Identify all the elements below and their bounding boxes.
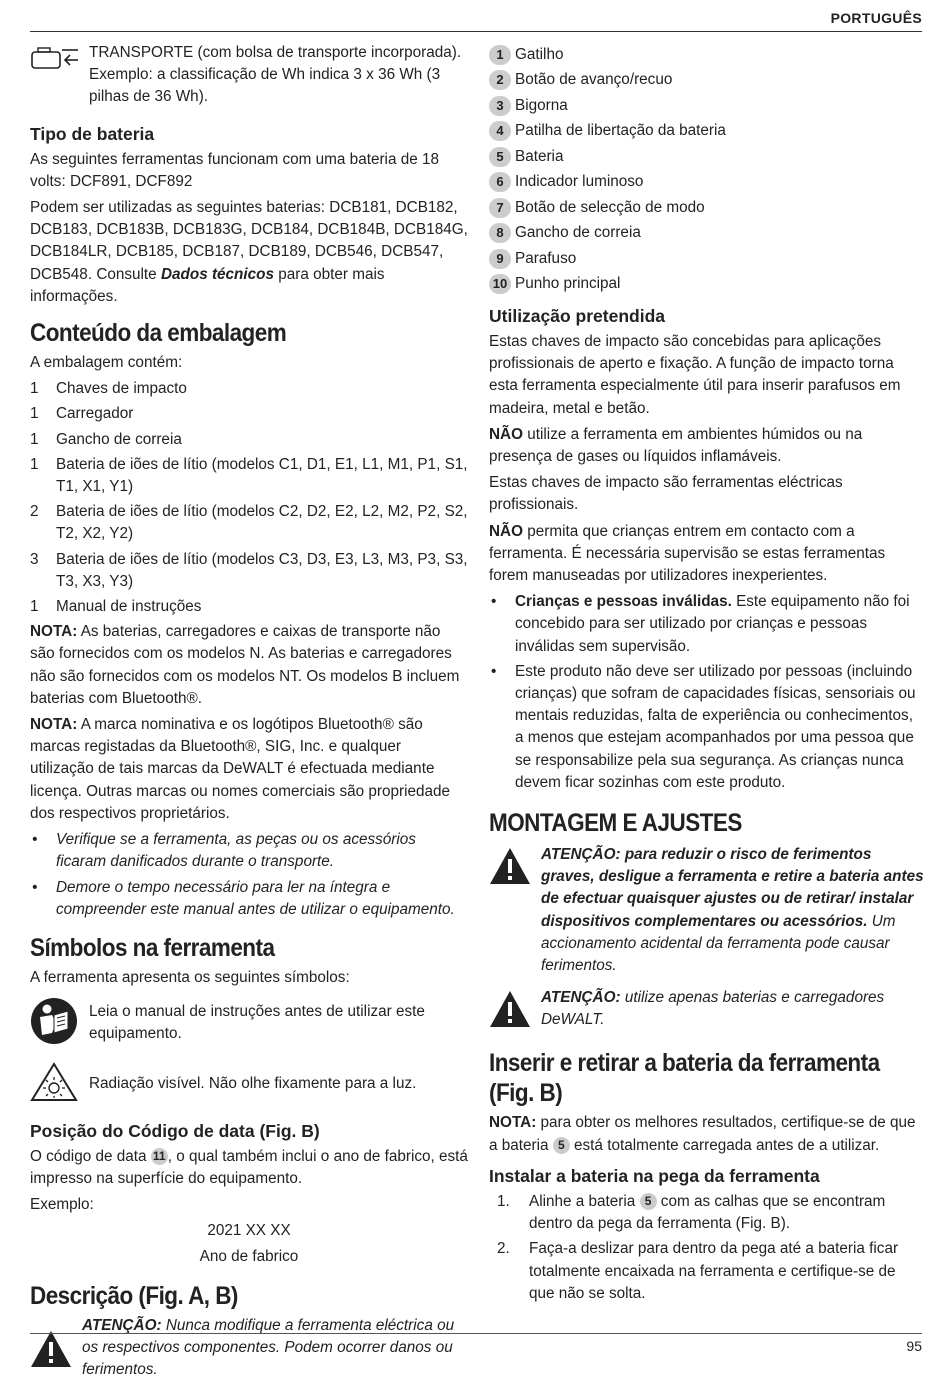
- parts-list: [489, 42, 924, 297]
- warning-text: [541, 987, 924, 1032]
- part-number: 2: [489, 70, 511, 90]
- intended-use-p3: Estas chaves de impacto são ferramentas eléctricas profissionais.: [489, 474, 843, 514]
- note-text: As baterias, carregadores e caixas de transporte não são fornecidos com os modelos N. As baterias e carregadores não são fornecidos com os modelos NT. Os modelos B incluem baterias com Bluetooth®.: [30, 623, 460, 707]
- date-code-text: O código de data: [30, 1147, 151, 1165]
- left-column: [30, 42, 468, 1391]
- visible-radiation-icon: [30, 1062, 89, 1109]
- insert-note: [489, 1112, 924, 1156]
- example-label: Exemplo:: [30, 1195, 94, 1213]
- part-number: 10: [489, 274, 511, 294]
- item-qty: 3: [30, 550, 39, 568]
- list-item: [30, 454, 468, 498]
- item-text: Bateria de iões de lítio (modelos C1, D1, E1, L1, M1, P1, S1, T1, X1, Y1): [56, 455, 468, 496]
- emphasis-label: NÃO: [489, 522, 523, 540]
- list-item: [489, 1238, 924, 1305]
- list-item: [30, 549, 468, 593]
- assembly-warning-1: [489, 844, 924, 981]
- list-item: [30, 403, 468, 425]
- part-label: Bateria: [515, 147, 564, 165]
- part-label: Botão de selecção de modo: [515, 198, 705, 216]
- part-label: Parafuso: [515, 249, 577, 267]
- description-warning: [30, 1315, 468, 1386]
- step-text-end: com as calhas que se encontram dentro da pega da ferramenta (Fig. B).: [529, 1192, 886, 1233]
- part-label: Bigorna: [515, 96, 568, 114]
- intended-use-heading: Utilização pretendida: [489, 306, 666, 326]
- item-text: Bateria de iões de lítio (modelos C3, D3, E3, L3, M3, P3, S3, T3, X3, Y3): [56, 550, 468, 590]
- date-code-heading: Posição do Código de data (Fig. B): [30, 1120, 320, 1141]
- item-text: Gancho de correia: [56, 430, 182, 448]
- read-manual-icon: [30, 997, 89, 1052]
- radiation-text: Radiação visível. Não olhe fixamente para a luz.: [89, 1074, 417, 1092]
- list-item: [489, 170, 924, 196]
- transport-row: [30, 42, 468, 113]
- transport-text: TRANSPORTE (com bolsa de transporte incorporada). Exemplo: a classificação de Wh indica 3 x 36 Wh (3 pilhas de 36 Wh).: [89, 44, 462, 106]
- tech-data-link: Dados técnicos: [160, 265, 275, 283]
- install-battery-heading: Instalar a bateria na pega da ferramenta: [489, 1165, 820, 1186]
- step-number: 1.: [497, 1192, 510, 1210]
- battery-pack-transport-icon: [30, 42, 89, 79]
- step-text: Alinhe a bateria: [529, 1192, 640, 1210]
- paragraph-text: utilize a ferramenta em ambientes húmidos ou na presença de gases ou líquidos inflamáveis.: [489, 425, 863, 466]
- part-number: 3: [489, 96, 511, 116]
- part-number: 5: [489, 147, 511, 167]
- contents-intro: A embalagem contém:: [30, 354, 183, 372]
- warning-body: utilize apenas baterias e carregadores DeWALT.: [541, 989, 885, 1029]
- footer-rule: [30, 1333, 922, 1334]
- bullet-text: Demore o tempo necessário para ler na íntegra e compreender este manual antes de utilizar o equipamento.: [56, 878, 455, 918]
- example-value: 2021 XX XX: [207, 1222, 291, 1240]
- warning-text: [541, 844, 924, 977]
- list-item: [489, 221, 924, 247]
- intended-use-p1: Estas chaves de impacto são concebidas para aplicações profissionais de aperto e fixação. A função de impacto torna esta ferramenta especialmente útil para inserir parafusos em madeira, metal e betão.: [489, 333, 901, 417]
- battery-type-heading: Tipo de bateria: [30, 123, 155, 144]
- battery-type-p2-end: para obter mais informações.: [30, 265, 385, 305]
- right-column: [489, 42, 924, 1308]
- list-item: [489, 661, 924, 794]
- item-qty: 1: [30, 455, 39, 473]
- intended-use-p4: [489, 521, 924, 588]
- list-item: [489, 1191, 924, 1235]
- bullet-text: Verifique se a ferramenta, as peças ou os acessórios ficaram danificados durante o transporte.: [56, 831, 416, 871]
- insert-battery-heading: Inserir e retirar a bateria da ferramenta (Fig. B): [489, 1049, 880, 1108]
- part-number: 1: [489, 45, 511, 65]
- note-text: para obter os melhores resultados, certifique-se de que a bateria: [489, 1114, 916, 1154]
- warning-label: ATENÇÃO:: [82, 1316, 162, 1334]
- page-number: 95: [906, 1338, 922, 1354]
- note-text-end: está totalmente carregada antes de a utilizar.: [569, 1136, 880, 1154]
- example-caption: Ano de fabrico: [199, 1248, 299, 1266]
- header-rule: [30, 31, 922, 32]
- part-label: Punho principal: [515, 275, 621, 293]
- warning-text: [82, 1315, 468, 1382]
- list-item: [489, 42, 924, 68]
- part-number: 8: [489, 223, 511, 243]
- item-text: Bateria de iões de lítio (modelos C2, D2, E2, L2, M2, P2, S2, T2, X2, Y2): [56, 503, 468, 543]
- list-item: [30, 378, 468, 400]
- list-item: [489, 195, 924, 221]
- description-heading: Descrição (Fig. A, B): [30, 1281, 238, 1310]
- note-text: A marca nominativa e os logótipos Bluetooth® são marcas registadas da Bluetooth®, SIG, Inc. e qualquer utilização de tais marcas da DeWALT é efectuada mediante licença. Outras marcas ou nomes comerciais são propriedade dos respectivos proprietários.: [30, 716, 451, 822]
- item-text: Chaves de impacto: [56, 380, 187, 398]
- symbols-intro: A ferramenta apresenta os seguintes símbolos:: [30, 968, 350, 986]
- date-code-p1: [30, 1146, 468, 1190]
- item-qty: 1: [30, 598, 39, 616]
- step-text: Faça-a deslizar para dentro da pega até a bateria ficar totalmente encaixada na ferramenta e certifique-se de que não se solta.: [529, 1240, 899, 1302]
- page-header-language: PORTUGUÊS: [830, 10, 922, 26]
- part-label: Botão de avanço/recuo: [515, 71, 673, 89]
- item-qty: 1: [30, 380, 39, 398]
- list-item: [30, 429, 468, 451]
- part-label: Gatilho: [515, 45, 564, 63]
- bullet-text: Este produto não deve ser utilizado por pessoas (incluindo crianças) que sofram de capacidades físicas, sensoriais ou mentais reduzidas, falta de experiência ou conhecimentos, a menos que estejam acompanhados por uma pessoa que se responsabilize pela sua segurança. As crianças nunca devem ficar sozinhas com este produto.: [515, 662, 916, 791]
- list-item: [30, 501, 468, 545]
- symbol-read-manual: [30, 997, 468, 1052]
- assembly-warning-2: [489, 987, 924, 1036]
- battery-type-p1: As seguintes ferramentas funcionam com uma bateria de 18 volts: DCF891, DCF892: [30, 150, 439, 190]
- list-item: [489, 68, 924, 94]
- bullet-icon: •: [491, 662, 497, 680]
- emphasis-label: NÃO: [489, 425, 523, 443]
- callout-number: 5: [553, 1137, 570, 1154]
- symbol-radiation: [30, 1062, 468, 1109]
- part-number: 4: [489, 121, 511, 141]
- list-item: [489, 119, 924, 145]
- note-label: NOTA:: [30, 623, 78, 641]
- bullet-icon: •: [32, 878, 38, 896]
- bullet-label: Crianças e pessoas inválidas.: [515, 593, 732, 611]
- battery-type-p2: [30, 197, 468, 308]
- item-qty: 1: [30, 405, 39, 423]
- item-text: Carregador: [56, 405, 134, 423]
- note-2: [30, 714, 468, 825]
- list-item: [489, 591, 924, 658]
- note-1: [30, 621, 468, 710]
- part-number: 7: [489, 198, 511, 218]
- bullet-icon: •: [32, 831, 38, 849]
- item-qty: 1: [30, 430, 39, 448]
- read-manual-text: Leia o manual de instruções antes de utilizar este equipamento.: [89, 1003, 425, 1043]
- symbols-heading: Símbolos na ferramenta: [30, 933, 275, 962]
- warning-icon: [30, 1315, 82, 1386]
- list-item: [30, 596, 468, 618]
- list-item: [489, 144, 924, 170]
- list-item: [489, 93, 924, 119]
- date-code-text-end: , o qual também inclui o ano de fabrico, está impresso na superfície do equipamento.: [30, 1147, 468, 1187]
- warning-icon: [489, 844, 541, 981]
- list-item: [489, 246, 924, 272]
- part-label: Gancho de correia: [515, 224, 641, 242]
- warning-label: ATENÇÃO:: [541, 989, 621, 1007]
- bullet-icon: •: [491, 593, 497, 611]
- warning-body: Um accionamento acidental da ferramenta pode causar ferimentos.: [541, 912, 896, 975]
- item-qty: 2: [30, 503, 39, 521]
- battery-list-text: Podem ser utilizadas as seguintes baterias: DCB181, DCB182, DCB183, DCB183B, DCB183G, DCB184, DCB184B, DCB184G, DCB184LR, DCB185, DCB187, DCB189, DCB546, DCB547, DCB548. Consulte: [30, 199, 468, 283]
- item-text: Manual de instruções: [56, 598, 202, 616]
- note-label: NOTA:: [489, 1114, 537, 1132]
- list-item: [30, 829, 468, 873]
- part-label: Indicador luminoso: [515, 173, 644, 191]
- contents-heading: Conteúdo da embalagem: [30, 319, 287, 348]
- warning-bold: ATENÇÃO: para reduzir o risco de ferimentos graves, desligue a ferramenta e retire a bateria antes de efectuar quaisquer ajustes ou de retirar/ instalar dispositivos complementares ou acessórios.: [541, 846, 924, 930]
- intended-use-p2: [489, 424, 924, 468]
- part-number: 6: [489, 172, 511, 192]
- bullet-text: Este equipamento não foi concebido para ser utilizado por crianças e pessoas inválidas sem supervisão.: [515, 593, 910, 655]
- warning-body: Nunca modifique a ferramenta eléctrica ou os respectivos componentes. Podem ocorrer danos ou ferimentos.: [82, 1316, 455, 1378]
- part-label: Patilha de libertação da bateria: [515, 122, 726, 140]
- assembly-heading: MONTAGEM E AJUSTES: [489, 809, 742, 838]
- contents-list: [30, 378, 468, 618]
- list-item: [489, 272, 924, 298]
- note-label: NOTA:: [30, 716, 78, 734]
- callout-number: 5: [640, 1193, 657, 1210]
- part-number: 9: [489, 249, 511, 269]
- callout-number: 11: [151, 1148, 168, 1165]
- paragraph-text: permita que crianças entrem em contacto com a ferramenta. É necessária supervisão se estas ferramentas forem manuseadas por utilizadores inexperientes.: [489, 522, 886, 585]
- warning-icon: [489, 987, 541, 1036]
- step-number: 2.: [497, 1240, 510, 1258]
- list-item: [30, 877, 468, 921]
